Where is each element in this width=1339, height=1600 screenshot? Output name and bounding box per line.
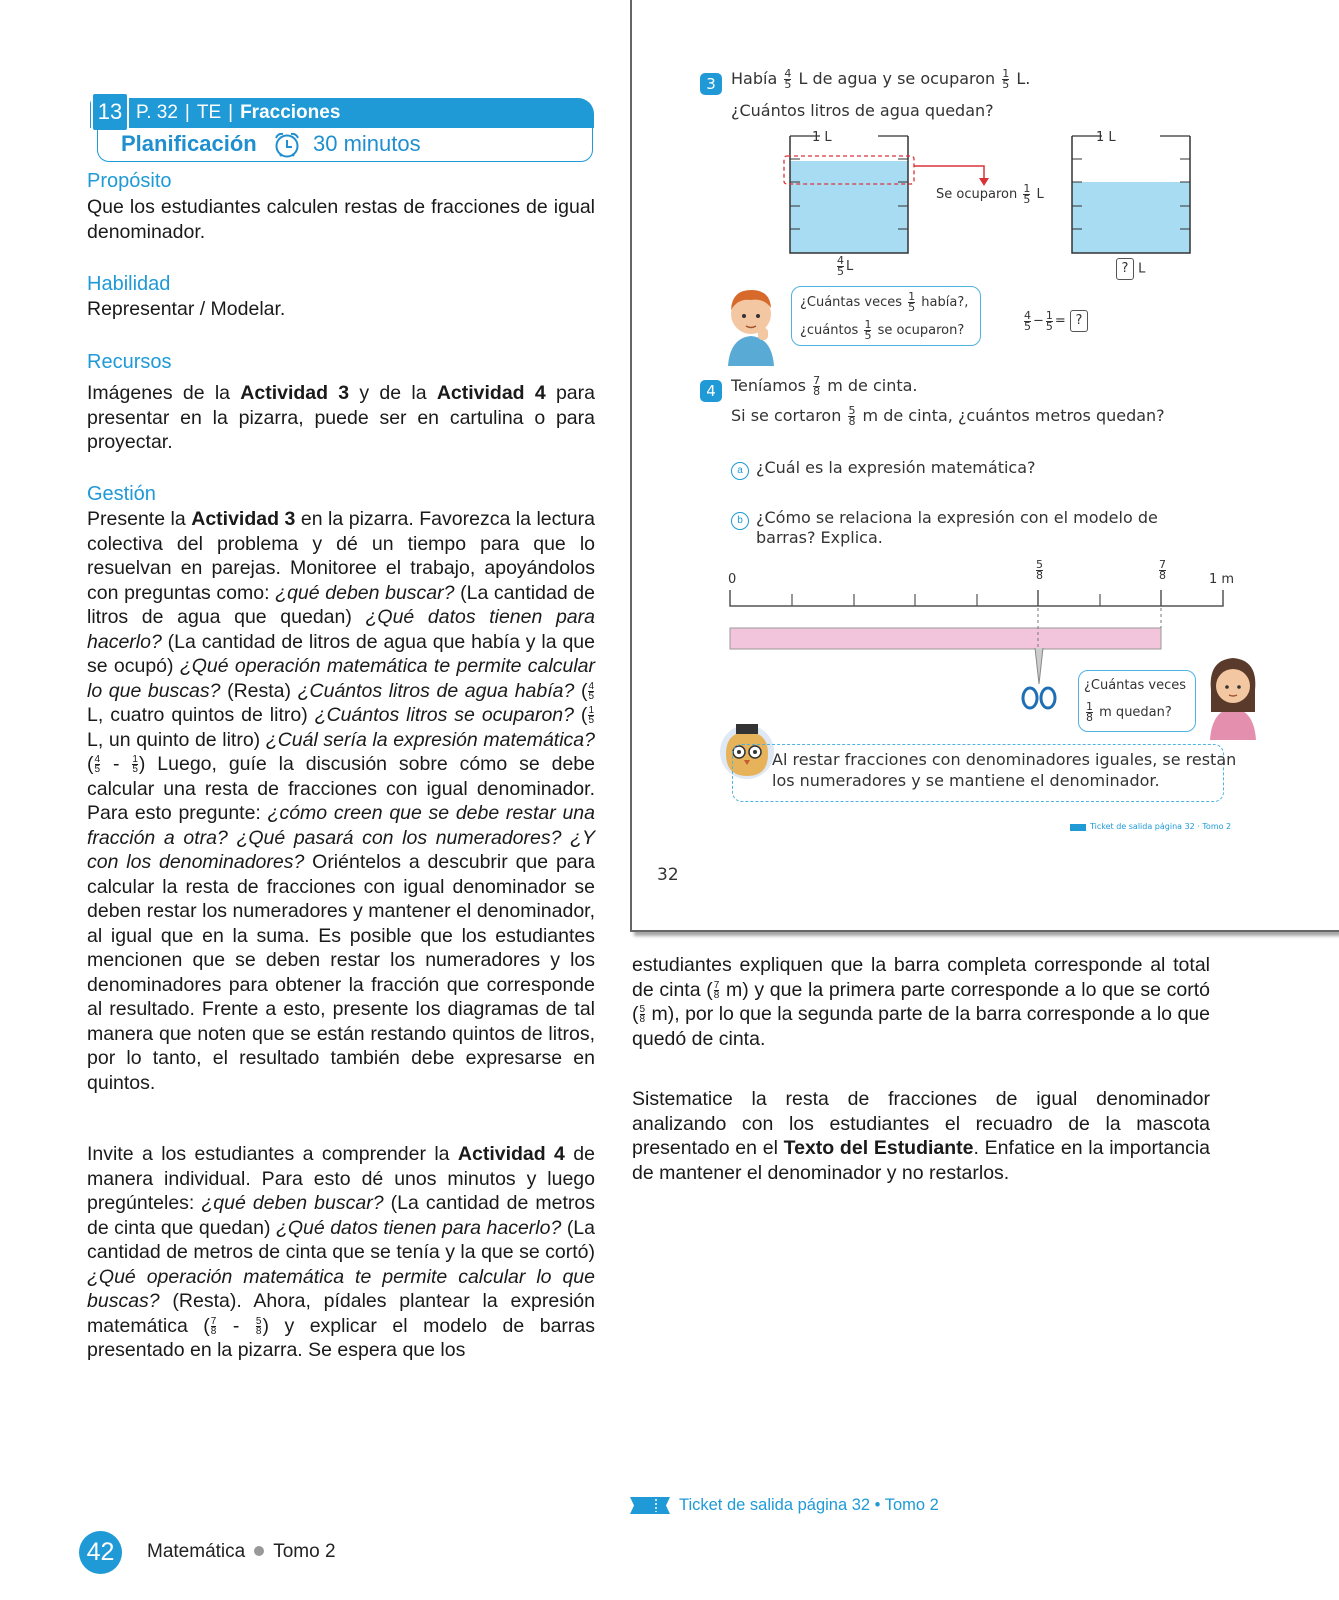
habilidad-title: Habilidad (87, 273, 171, 295)
header-breadcrumb: P. 32 | TE | Fracciones (136, 102, 341, 123)
boy-question-2: ¿cuántos $\frac{1}{5}$ se ocuparon? (800, 318, 965, 342)
question-a-label: a (731, 462, 749, 480)
equation-3: $\frac{4}{5}$ − $\frac{1}{5}$ = ? (1022, 310, 1088, 332)
gestion-text: Presente la Actividad 3 en la pizarra. Favorezca la lectura colectiva del problema y dé un tiempo para que lo resuelvan en parejas. Monitoree el trabajo, apoyándolos con preguntas como: ¿qué deben buscar? (La cantidad de litros de agua que quedan) ¿Qué datos tienen para hacerlo? (La cantidad de litros de agua que había y la que se ocupó) ¿Qué operación matemática te permite calcular lo que buscas? (Resta) ¿Cuántos litros de agua había? ( $\frac{4}{5}$ L, cuatro quintos de litro) ¿Cuántos litros se ocuparon? ( $\frac{1}{5}$ L, un quinto de litro) ¿Cuál sería la expresión matemática? ( $\frac{4}{5}$ - $\frac{1}{5}$ ) Luego, guíe la discusión sobre cómo se debe calcular una resta de fracciones con igual denominador. Para esto pregunte: ¿cómo creen que se debe restar una fracción a otra? ¿Qué pasará con los numeradores? ¿Y con los denominadores? Oriéntelos a descubrir que para calcular la resta de fracciones con igual denominador se deben restar los numeradores y mantener el denominador, al igual que en la suma. Es posible que los estudiantes mencionen que se deben restar los numeradores y los denominadores para obtener la fracción que corresponde al resultado. Frente a esto, presente los diagramas de tal manera que noten que se están restando quintos de litros, por lo tanto, el resultado también debe expresarse en quintos. (87, 508, 595, 1094)
ticket-small-text: Ticket de salida página 32 · Tomo 2 (1090, 822, 1232, 831)
container-1-label: 1 L (812, 130, 832, 145)
number-line-ribbon (722, 586, 1232, 666)
volume: Tomo 2 (273, 1541, 336, 1562)
ticket-reference: Ticket de salida página 32 • Tomo 2 (679, 1496, 939, 1514)
question-b-line-2: barras? Explica. (756, 528, 883, 547)
footer-dot (254, 1546, 264, 1556)
textbook-page-number: 32 (657, 865, 679, 885)
fraction-four-fifths: $\frac{4}{5}$ (588, 680, 594, 702)
container-2-label: 1 L (1096, 130, 1116, 145)
water-container-remaining (1064, 126, 1198, 256)
water-container-full (782, 126, 922, 256)
topic: Fracciones (240, 102, 341, 123)
girl-question-2: $\frac{1}{8}$ m quedan? (1086, 700, 1172, 724)
fraction-one-fifth: $\frac{1}{5}$ (588, 705, 594, 727)
subject: Matemática (147, 1541, 246, 1562)
activity-4-badge: 4 (700, 380, 722, 402)
invite-text: Invite a los estudiantes a comprender la Actividad 4 de manera individual. Para esto dé unos minutos y luego pregúnteles: ¿qué deben buscar? (La cantidad de metros de cinta que quedan) ¿Qué datos tienen para hacerlo? (La cantidad de metros de cinta que se tenía y la que se cortó) ¿Qué operación matemática te permite calcular lo que buscas? (Resta). Ahora, pídales plantear la expresión matemática ( $\frac{7}{8}$ - $\frac{5}{8}$ ) y explicar el modelo de barras presentado en la pizarra. Se espera que los (87, 1143, 596, 1361)
activity-4-question: Si se cortaron $\frac{5}{8}$ m de cinta, ¿cuántos metros quedan? (731, 404, 1165, 428)
activity-3-badge: 3 (700, 73, 722, 95)
axis-seven-eighths-label: $\frac{7}{8}$ (1159, 558, 1166, 582)
lesson-number: 13 (91, 92, 129, 132)
axis-zero-label: 0 (728, 572, 737, 587)
gestion-title: Gestión (87, 483, 156, 505)
recursos-text: Imágenes de la Actividad 3 y de la Actividad 4 para presentar en la pizarra, puede ser en cartulina o para proyectar. (87, 382, 595, 453)
question-b-label: b (731, 512, 749, 530)
axis-one-label: 1 m (1209, 572, 1235, 587)
page-number: 42 (79, 1531, 122, 1574)
axis-five-eighths-label: $\frac{5}{8}$ (1036, 558, 1043, 582)
girl-question-1: ¿Cuántas veces (1084, 678, 1187, 693)
mascot-rule-line-1: Al restar fracciones con denominadores iguales, se restan (772, 750, 1237, 769)
recursos-title: Recursos (87, 351, 172, 373)
duration: 30 minutos (313, 131, 421, 156)
footer-label (147, 1540, 336, 1564)
question-a: ¿Cuál es la expresión matemática? (756, 458, 1036, 477)
activity-3-statement: Había $\frac{4}{5}$ L de agua y se ocuparon $\frac{1}{5}$ L. (731, 67, 1031, 91)
habilidad-text: Representar / Modelar. (87, 298, 286, 320)
alarm-clock-icon (272, 131, 302, 159)
boy-question-1: ¿Cuántas veces $\frac{1}{5}$ había?, (800, 290, 969, 314)
mascot-rule-line-2: los numeradores y se mantiene el denominador. (772, 771, 1160, 790)
boy-character-icon (720, 280, 782, 366)
question-b-line-1: ¿Cómo se relaciona la expresión con el modelo de (756, 508, 1158, 527)
page-ref: P. 32 (136, 102, 178, 123)
ticket-small-icon (1070, 824, 1086, 831)
container-2-value: ? L (1116, 258, 1145, 280)
proposito-title: Propósito (87, 170, 172, 192)
planning-label: Planificación (121, 131, 257, 156)
proposito-text: Que los estudiantes calculen restas de fracciones de igual denominador. (87, 196, 595, 243)
scissors-icon (1018, 646, 1060, 712)
textbook-page-image (630, 0, 1339, 932)
container-1-value: $\frac{4}{5}$ L (837, 254, 854, 278)
book-ref: TE (196, 102, 222, 123)
activity-4-statement: Teníamos $\frac{7}{8}$ m de cinta. (731, 374, 918, 398)
right-paragraph-2: Sistematice la resta de fracciones de igual denominador analizando con los estudiantes el recuadro de la mascota presentado en el Texto del Estudiante. Enfatice en la importancia de mantener el denominador y no restarlos. (632, 1088, 1210, 1184)
ticket-icon (630, 1497, 670, 1514)
right-paragraph-1: estudiantes expliquen que la barra completa corresponde al total de cinta ( $\frac{7}{8}$ m) y que la primera parte corresponde a lo que se cortó ( $\frac{5}{8}$ m), por lo que la segunda parte de la barra corresponde a lo que quedó de cinta. (632, 954, 1210, 1050)
girl-character-icon (1202, 650, 1264, 740)
activity-3-question: ¿Cuántos litros de agua quedan? (731, 101, 994, 120)
se-ocuparon-label: Se ocuparon $\frac{1}{5}$ L (936, 182, 1044, 206)
